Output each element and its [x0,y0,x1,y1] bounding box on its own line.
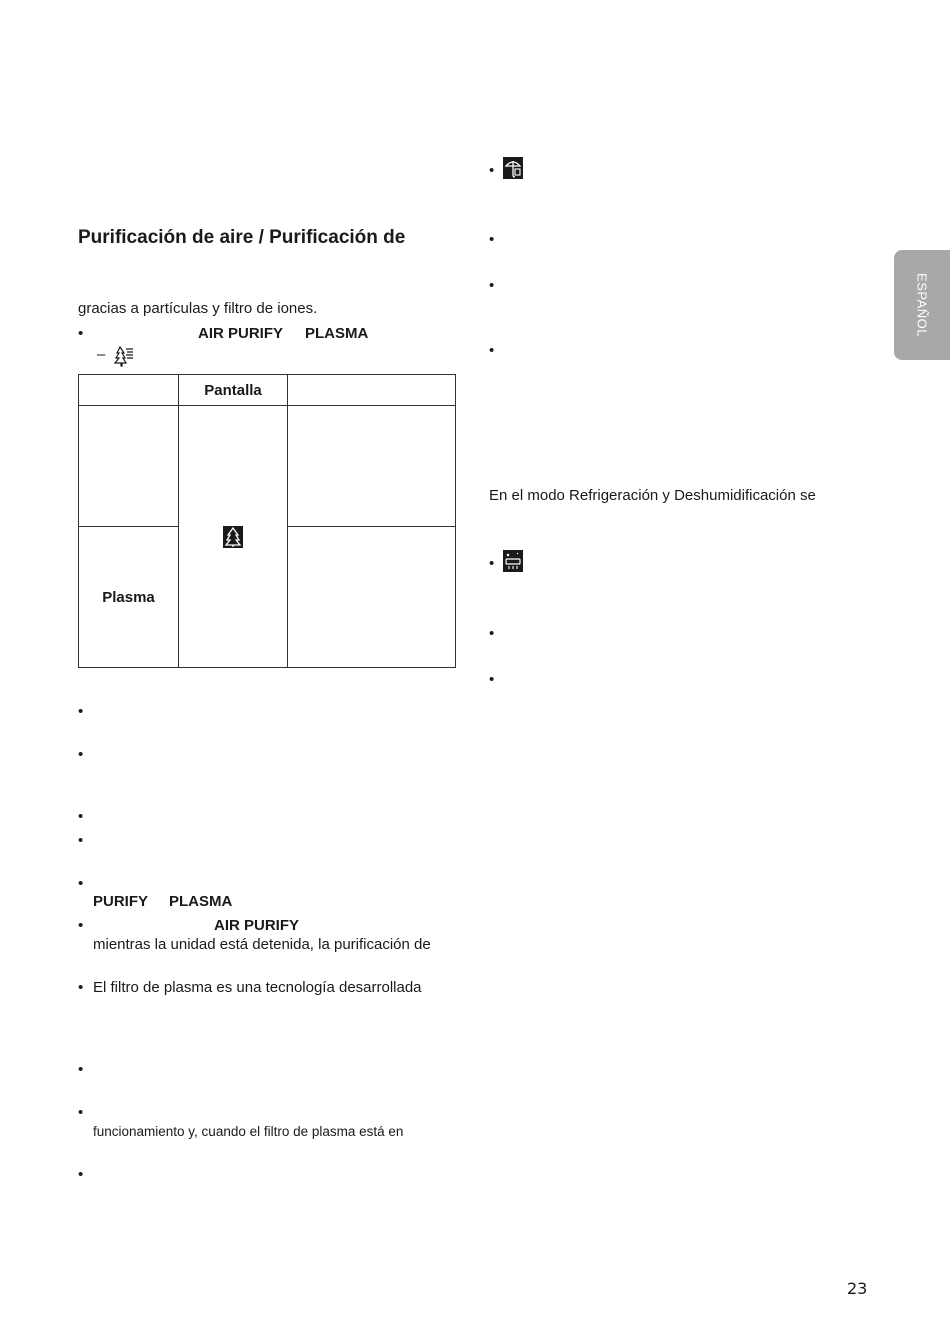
table-row [79,406,456,527]
section-heading: Purificación de aire / Purificación de [78,227,406,248]
umbrella-icon [503,157,523,179]
air-purify-button-label: AIR PURIFY [198,325,284,342]
table-cell-display-icon [179,406,288,668]
language-tab-label: ESPAÑOL [914,273,930,337]
bullet: • [78,746,84,763]
stopped-line: mientras la unidad está detenida, la purificación de [93,936,431,953]
bullet: • [489,555,495,572]
fan-icon [113,345,135,372]
bullet: • [489,231,495,248]
plasma-label: PLASMA [169,893,233,910]
bullet: • [489,625,495,642]
table-header-display: Pantalla [179,375,288,406]
bullet: • [78,979,84,996]
table-cell [79,406,179,527]
cooling-line: En el modo Refrigeración y Deshumidificación se [489,487,816,504]
table-cell [288,527,456,668]
bullet: • [78,875,84,892]
bullet: • [78,832,84,849]
table-header-cell [288,375,456,406]
bullet: • [78,1166,84,1183]
dash: – [97,346,106,363]
bullet: • [78,325,84,342]
operation-line: funcionamiento y, cuando el filtro de plasma está en [93,1124,404,1139]
table-cell-plasma: Plasma [79,527,179,668]
bullet: • [489,277,495,294]
page-number: 23 [847,1279,868,1298]
bullet: • [78,703,84,720]
bullet: • [78,808,84,825]
table-row [79,375,456,406]
table-header-cell [79,375,179,406]
table-cell [288,406,456,527]
plasma-filter-line: El filtro de plasma es una tecnología desarrollada [93,979,422,996]
bullet: • [489,671,495,688]
bullet: • [489,162,495,179]
intro-line: gracias a partículas y filtro de iones. [78,300,318,317]
bullet: • [78,1061,84,1078]
language-tab [894,250,950,360]
bullet: • [78,1104,84,1121]
tree-icon [223,526,243,548]
plasma-button-label: PLASMA [305,325,369,342]
air-purify-label: AIR PURIFY [214,917,300,934]
bullet: • [78,917,84,934]
purify-label: PURIFY [93,893,149,910]
cleaning-icon [503,550,523,572]
plasma-table [78,374,456,668]
bullet: • [489,342,495,359]
